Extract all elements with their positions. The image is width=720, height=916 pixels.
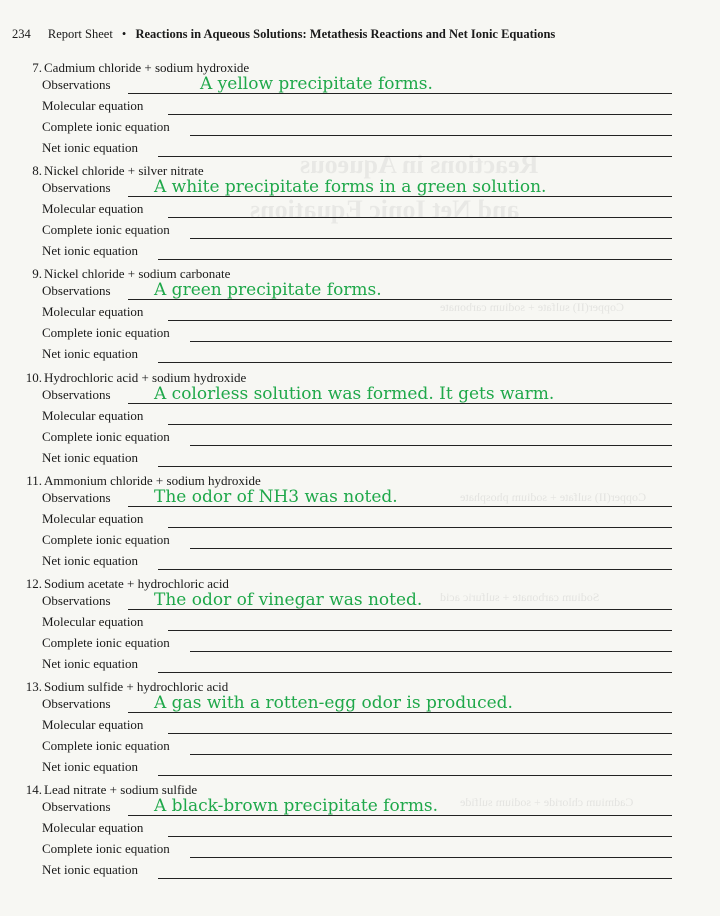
observations-row bbox=[42, 280, 672, 300]
observations-label: Observations bbox=[42, 593, 111, 608]
complete-label: Complete ionic equation bbox=[42, 531, 170, 547]
problem-number: 11. bbox=[26, 472, 42, 488]
bleed-through: Copper(II) sulfate + sodium phosphate bbox=[460, 490, 647, 504]
observations-label: Observations bbox=[42, 799, 111, 815]
complete-answer-line[interactable] bbox=[190, 651, 672, 652]
complete-row bbox=[42, 632, 672, 652]
observations-label: Observations bbox=[42, 386, 111, 402]
molecular-answer-line[interactable] bbox=[168, 630, 672, 631]
observation-answer: A colorless solution was formed. It gets warm. bbox=[154, 383, 555, 404]
bleed-through: Copper(II) sulfate + sodium carbonate bbox=[440, 300, 625, 314]
problem-number: 9. bbox=[32, 266, 42, 282]
header-bullet: • bbox=[121, 27, 127, 41]
complete-row bbox=[42, 735, 672, 755]
problem-reactants: Cadmium chloride + sodium hydroxide bbox=[44, 60, 250, 75]
complete-row bbox=[42, 838, 672, 858]
observations-row bbox=[42, 384, 672, 404]
complete-row bbox=[42, 219, 672, 239]
problem-item bbox=[0, 679, 720, 783]
net-label: Net ionic equation bbox=[42, 346, 139, 362]
observation-answer: The odor of NH3 was noted. bbox=[154, 486, 398, 507]
observations-label: Observations bbox=[42, 489, 111, 505]
net-answer-line[interactable] bbox=[158, 569, 672, 570]
molecular-answer-line[interactable] bbox=[168, 320, 672, 321]
net-row bbox=[42, 550, 672, 570]
bleed-through: and Net Ionic Equations bbox=[250, 195, 520, 224]
net-row bbox=[42, 137, 672, 157]
complete-row bbox=[42, 529, 672, 549]
complete-label: Complete ionic equation bbox=[42, 325, 170, 341]
molecular-answer-line[interactable] bbox=[168, 424, 672, 425]
problem-number: 13. bbox=[25, 679, 42, 695]
problem-number: 10. bbox=[25, 369, 42, 385]
problem-reactants: Nickel chloride + sodium carbonate bbox=[44, 266, 231, 282]
molecular-label: Molecular equation bbox=[42, 201, 144, 217]
molecular-label: Molecular equation bbox=[42, 98, 144, 113]
complete-row bbox=[42, 426, 672, 446]
net-answer-line[interactable] bbox=[158, 466, 672, 467]
problem-number: 8. bbox=[32, 163, 42, 179]
problem-item bbox=[0, 576, 720, 680]
problem-reactants: Nickel chloride + silver nitrate bbox=[44, 163, 204, 179]
observations-label: Observations bbox=[42, 180, 111, 196]
observations-row bbox=[42, 177, 672, 197]
complete-answer-line[interactable] bbox=[190, 754, 672, 755]
observations-label: Observations bbox=[42, 77, 111, 92]
net-label: Net ionic equation bbox=[42, 862, 139, 878]
observations-row bbox=[42, 693, 672, 713]
net-row bbox=[42, 859, 672, 879]
page-title: Reactions in Aqueous Solutions: Metathesis Reactions and Net Ionic Equations bbox=[135, 27, 556, 41]
molecular-row bbox=[42, 508, 672, 528]
molecular-row bbox=[42, 301, 672, 321]
problem-item bbox=[0, 60, 720, 164]
problem-item bbox=[0, 266, 720, 370]
complete-label: Complete ionic equation bbox=[42, 428, 170, 444]
molecular-label: Molecular equation bbox=[42, 407, 144, 423]
page-number: 234 bbox=[12, 27, 31, 41]
net-row bbox=[42, 240, 672, 260]
net-answer-line[interactable] bbox=[158, 259, 672, 260]
molecular-label: Molecular equation bbox=[42, 820, 144, 836]
observation-answer: A white precipitate forms in a green solution. bbox=[154, 177, 547, 198]
report-sheet-label: Report Sheet bbox=[47, 27, 113, 41]
problem-reactants: Ammonium chloride + sodium hydroxide bbox=[44, 472, 261, 488]
observations-row bbox=[42, 590, 672, 610]
net-answer-line[interactable] bbox=[158, 878, 672, 879]
observations-label: Observations bbox=[42, 283, 111, 299]
complete-label: Complete ionic equation bbox=[42, 119, 170, 134]
molecular-row bbox=[42, 817, 672, 837]
net-answer-line[interactable] bbox=[158, 775, 672, 776]
net-answer-line[interactable] bbox=[158, 156, 672, 157]
problem-reactants: Lead nitrate + sodium sulfide bbox=[44, 782, 198, 798]
net-row bbox=[42, 447, 672, 467]
molecular-row bbox=[42, 95, 672, 115]
observation-answer: A green precipitate forms. bbox=[154, 280, 382, 301]
complete-row bbox=[42, 322, 672, 342]
molecular-answer-line[interactable] bbox=[168, 733, 672, 734]
net-label: Net ionic equation bbox=[42, 759, 139, 775]
problem-number: 14. bbox=[25, 782, 42, 798]
complete-answer-line[interactable] bbox=[190, 857, 672, 858]
bleed-through: Sodium carbonate + sulfuric acid bbox=[440, 590, 600, 604]
complete-answer-line[interactable] bbox=[190, 445, 672, 446]
complete-label: Complete ionic equation bbox=[42, 635, 170, 650]
bleed-through: Reactions in Aqueous bbox=[300, 150, 539, 179]
problem-item bbox=[0, 782, 720, 886]
net-label: Net ionic equation bbox=[42, 243, 139, 259]
molecular-answer-line[interactable] bbox=[168, 114, 672, 115]
net-row bbox=[42, 343, 672, 363]
observation-answer: A black-brown precipitate forms. bbox=[154, 796, 439, 817]
molecular-label: Molecular equation bbox=[42, 717, 144, 733]
molecular-row bbox=[42, 405, 672, 425]
net-label: Net ionic equation bbox=[42, 140, 139, 155]
observations-label: Observations bbox=[42, 696, 111, 712]
problem-number: 12. bbox=[25, 576, 42, 591]
complete-answer-line[interactable] bbox=[190, 238, 672, 239]
complete-row bbox=[42, 116, 672, 136]
observations-row bbox=[42, 796, 672, 816]
net-label: Net ionic equation bbox=[42, 552, 139, 568]
molecular-label: Molecular equation bbox=[42, 510, 144, 526]
observations-row bbox=[42, 74, 672, 94]
molecular-row bbox=[42, 611, 672, 631]
problem-reactants: Sodium acetate + hydrochloric acid bbox=[44, 576, 229, 591]
net-answer-line[interactable] bbox=[158, 362, 672, 363]
complete-answer-line[interactable] bbox=[190, 341, 672, 342]
molecular-answer-line[interactable] bbox=[168, 527, 672, 528]
molecular-label: Molecular equation bbox=[42, 304, 144, 320]
molecular-row bbox=[42, 714, 672, 734]
observations-row bbox=[42, 487, 672, 507]
problem-item bbox=[0, 473, 720, 577]
problem-item bbox=[0, 163, 720, 267]
observation-answer: The odor of vinegar was noted. bbox=[154, 590, 423, 610]
problem-reactants: Hydrochloric acid + sodium hydroxide bbox=[44, 369, 247, 385]
molecular-answer-line[interactable] bbox=[168, 217, 672, 218]
complete-label: Complete ionic equation bbox=[42, 222, 170, 238]
molecular-row bbox=[42, 198, 672, 218]
observation-answer: A yellow precipitate forms. bbox=[200, 74, 433, 94]
complete-answer-line[interactable] bbox=[190, 135, 672, 136]
bleed-through: Cadmium chloride + sodium sulfide bbox=[460, 795, 634, 809]
net-row bbox=[42, 756, 672, 776]
molecular-answer-line[interactable] bbox=[168, 836, 672, 837]
net-row bbox=[42, 653, 672, 673]
problem-reactants: Sodium sulfide + hydrochloric acid bbox=[44, 679, 229, 695]
observation-answer: A gas with a rotten-egg odor is produced. bbox=[154, 693, 513, 714]
net-answer-line[interactable] bbox=[158, 672, 672, 673]
net-label: Net ionic equation bbox=[42, 449, 139, 465]
complete-label: Complete ionic equation bbox=[42, 841, 170, 857]
problem-item bbox=[0, 370, 720, 474]
molecular-label: Molecular equation bbox=[42, 614, 144, 629]
complete-answer-line[interactable] bbox=[190, 548, 672, 549]
net-label: Net ionic equation bbox=[42, 656, 139, 671]
complete-label: Complete ionic equation bbox=[42, 738, 170, 754]
page-header bbox=[12, 27, 555, 42]
problem-number: 7. bbox=[32, 60, 42, 75]
